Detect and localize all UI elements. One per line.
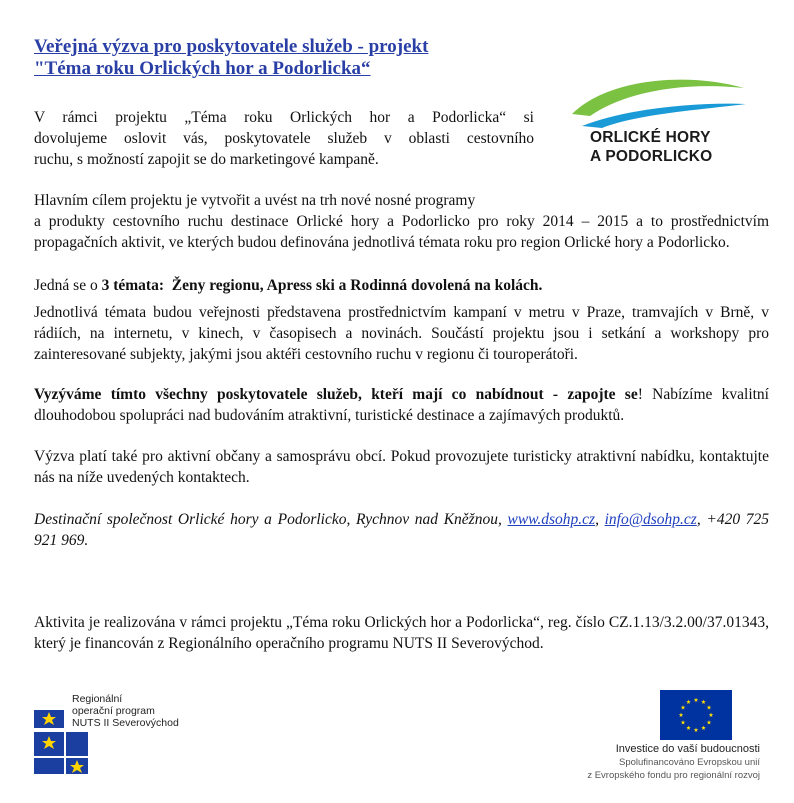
themes-count: 3 témata:: [101, 277, 164, 294]
themes-paragraph: [34, 275, 769, 296]
document-title: [34, 36, 428, 80]
themes-list: Ženy regionu, Apress ski a Rodinná dovolená na kolách.: [171, 277, 543, 294]
eu-line-3: z Evropského fondu pro regionální rozvoj: [587, 770, 760, 781]
eu-logo: [538, 690, 760, 795]
citizens-paragraph: Výzva platí také pro aktivní občany a samosprávu obcí. Pokud provozujete turisticky atraktivní nabídku, kontaktujte nás na níže uvedených kontaktech.: [34, 448, 769, 486]
contact-org: Destinační společnost Orlické hory a Podorlicko, Rychnov nad Kněžnou,: [34, 511, 508, 528]
rop-logo: [32, 690, 212, 776]
rop-line-1: Regionální: [72, 693, 123, 705]
eu-text: [587, 742, 760, 782]
campaign-paragraph: Jednotlivá témata budou veřejnosti představena prostřednictvím kampaní v metru v Praze, tramvajích v Brně, v rádiích, na internetu, v kinech, v časopisech a novinách. Součástí projektu jsou i setkání a workshopy pro zainteresované subjekty, jakými jsou aktéři cestovního ruchu v regionu či touroperátoři.: [34, 304, 769, 363]
intro-line-2: dovolujeme oslovit vás, poskytovatele služeb v oblasti cestovního: [34, 130, 534, 147]
intro-paragraph: [34, 107, 534, 170]
contact-phone: , +420 725 921 969.: [34, 511, 770, 549]
logo-line-2: A PODORLICKO: [590, 148, 713, 165]
intro-line-1: V rámci projektu „Téma roku Orlických hor a Podorlicka“ si: [34, 109, 534, 126]
contact-separator: ,: [595, 511, 605, 528]
title-line-1: Veřejná výzva pro poskytovatele služeb - projekt: [34, 36, 429, 57]
logo-text: [568, 128, 748, 166]
orlicke-hory-logo: [568, 74, 748, 184]
rop-line-3: NUTS II Severovýchod: [72, 717, 179, 729]
rop-text: [72, 693, 179, 729]
eu-line-2: Spolufinancováno Evropskou unií: [618, 757, 760, 768]
goal-rest: a produkty cestovního ruchu destinace Orlické hory a Podorlicko pro roky 2014 – 2015 a to prostřednictvím propagačních aktivit, ve kterých budou definována jednotlivá témata roku pro region Orlické hory a Podorlicko.: [34, 213, 769, 251]
goal-line-1: Hlavním cílem projektu je vytvořit a uvést na trh nové nosné programy: [34, 192, 476, 209]
email-link[interactable]: info@dsohp.cz: [604, 511, 697, 528]
funding-paragraph: Aktivita je realizována v rámci projektu „Téma roku Orlických hor a Podorlicka“, reg. číslo CZ.1.13/3.2.00/37.01343, který je financován z Regionálního operačního programu NUTS II Severovýchod.: [34, 614, 769, 652]
call-paragraph: [34, 384, 769, 426]
logo-line-1: ORLICKÉ HORY: [590, 129, 711, 146]
goal-paragraph: [34, 190, 769, 253]
themes-lead: Jedná se o: [34, 277, 102, 294]
intro-line-3: ruchu, s možností zapojit se do marketingové kampaně.: [34, 151, 379, 168]
website-link[interactable]: www.dsohp.cz: [507, 511, 596, 528]
title-line-2: "Téma roku Orlických hor a Podorlicka“: [34, 58, 371, 79]
eu-flag-icon: [660, 690, 732, 740]
contact-paragraph: [34, 509, 769, 551]
call-rest: ! Nabízíme kvalitní dlouhodobou spolupráci nad budováním atraktivní, turistické destinace a zajímavých produktů.: [34, 386, 769, 424]
eu-line-1: Investice do vaší budoucnosti: [615, 743, 760, 755]
logo-swoosh-icon: [568, 74, 748, 130]
rop-line-2: operační program: [72, 705, 155, 717]
call-bold: Vyzýváme tímto všechny poskytovatele služeb, kteří mají co nabídnout - zapojte se: [34, 386, 638, 403]
